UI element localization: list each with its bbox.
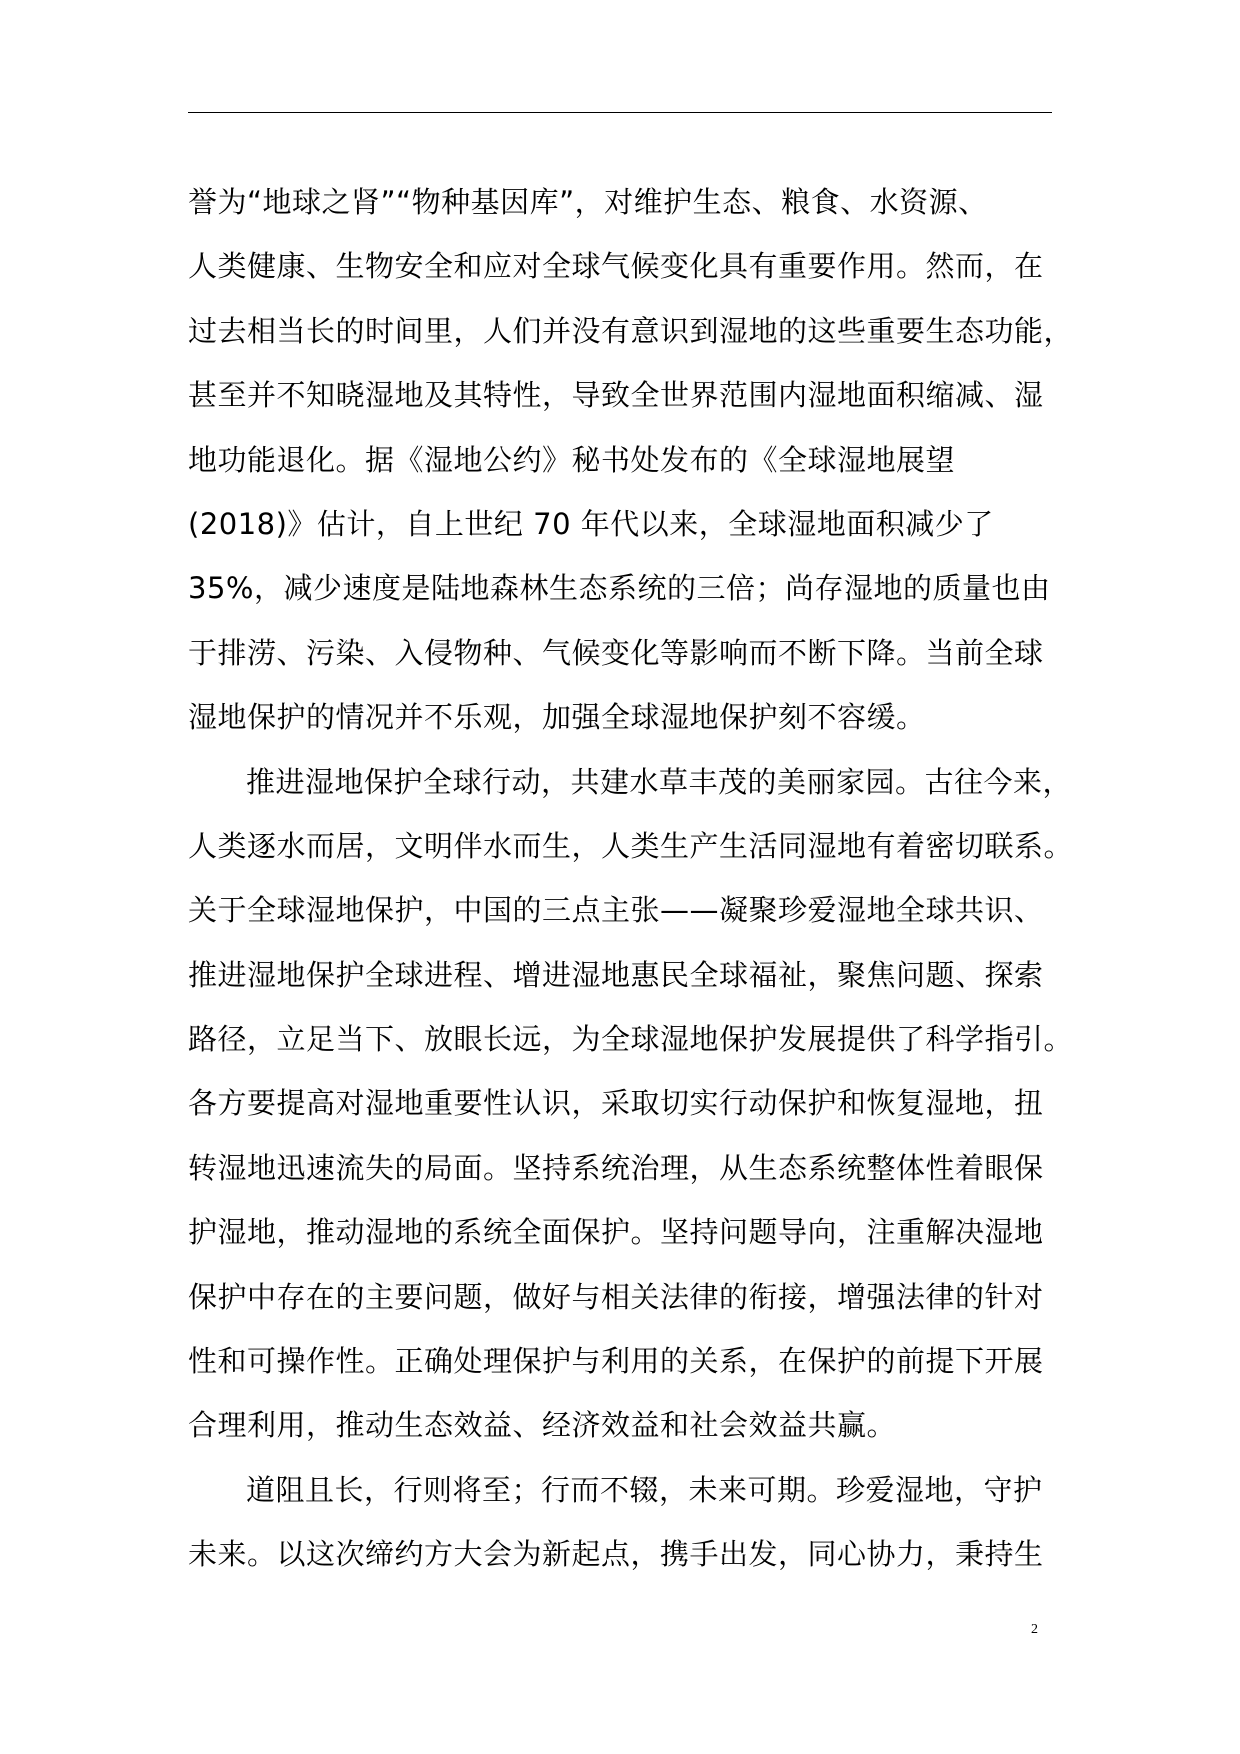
text-line: 性和可操作性。正确处理保护与利用的关系，在保护的前提下开展 <box>188 1344 1044 1379</box>
text-line: 于排涝、污染、入侵物种、气候变化等影响而不断下降。当前全球 <box>188 635 1044 670</box>
text-line: 甚至并不知晓湿地及其特性，导致全世界范围内湿地面积缩减、湿 <box>188 378 1044 413</box>
text-line: 保护中存在的主要问题，做好与相关法律的衔接，增强法律的针对 <box>188 1279 1044 1314</box>
text-line: 路径，立足当下、放眼长远，为全球湿地保护发展提供了科学指引。 <box>188 1022 1074 1057</box>
page-number: 2 <box>1031 1622 1038 1637</box>
text-line: 转湿地迅速流失的局面。坚持系统治理，从生态系统整体性着眼保 <box>188 1150 1044 1185</box>
text-line: 合理利用，推动生态效益、经济效益和社会效益共赢。 <box>188 1408 897 1443</box>
text-line: 推进湿地保护全球进程、增进湿地惠民全球福祉，聚焦问题、探索 <box>188 957 1044 992</box>
text-line: 未来。以这次缔约方大会为新起点，携手出发，同心协力，秉持生 <box>188 1537 1044 1572</box>
text-line: 各方要提高对湿地重要性认识，采取切实行动保护和恢复湿地，扭 <box>188 1086 1044 1121</box>
header-rule <box>188 112 1052 113</box>
text-line: 人类健康、生物安全和应对全球气候变化具有重要作用。然而，在 <box>188 249 1044 284</box>
text-line: 关于全球湿地保护，中国的三点主张——凝聚珍爱湿地全球共识、 <box>188 893 1044 928</box>
text-line: 湿地保护的情况并不乐观，加强全球湿地保护刻不容缓。 <box>188 700 926 735</box>
text-line: 35%，减少速度是陆地森林生态系统的三倍；尚存湿地的质量也由 <box>188 571 1051 606</box>
text-line: 地功能退化。据《湿地公约》秘书处发布的《全球湿地展望 <box>188 442 956 477</box>
paragraph-start-line: 推进湿地保护全球行动，共建水草丰茂的美丽家园。古往今来， <box>246 764 1073 799</box>
paragraph-start-line: 道阻且长，行则将至；行而不辍，未来可期。珍爱湿地，守护 <box>246 1472 1043 1507</box>
text-line: (2018)》估计，自上世纪 70 年代以来，全球湿地面积减少了 <box>188 506 994 541</box>
text-line: 过去相当长的时间里，人们并没有意识到湿地的这些重要生态功能， <box>188 313 1074 348</box>
text-line: 誉为“地球之肾”“物种基因库”，对维护生态、粮食、水资源、 <box>188 185 988 219</box>
text-line: 人类逐水而居，文明伴水而生，人类生产生活同湿地有着密切联系。 <box>188 828 1074 863</box>
text-line: 护湿地，推动湿地的系统全面保护。坚持问题导向，注重解决湿地 <box>188 1215 1044 1250</box>
body-text <box>188 170 1074 1587</box>
